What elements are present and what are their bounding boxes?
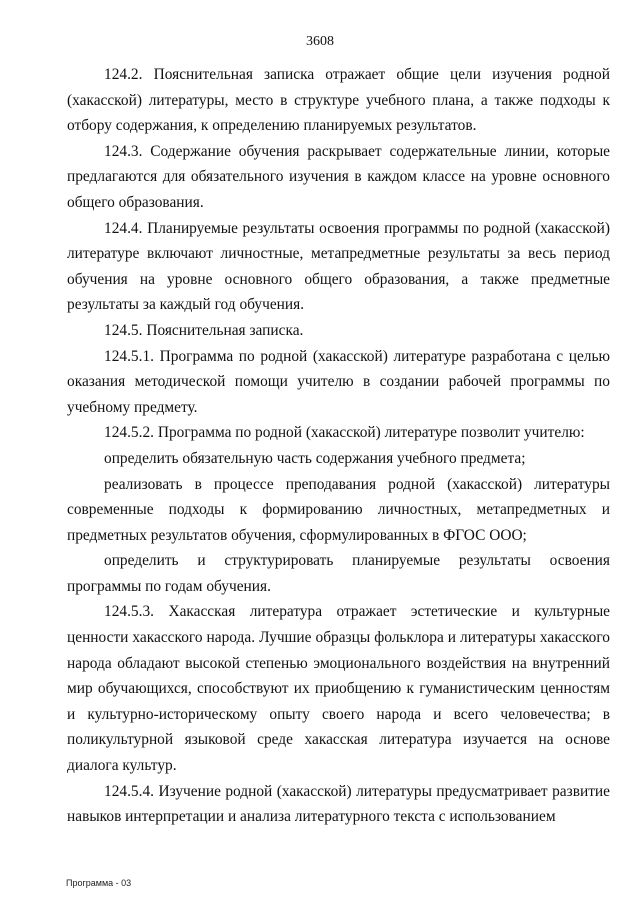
paragraph-124-4: 124.4. Планируемые результаты освоения программы по родной (хакасской) литературе включают личностные, метапредметные результаты за весь период обучения на уровне основного общего образования, а также предметные результаты за каждый год обучения. — [67, 219, 610, 314]
paragraph-124-5-4: 124.5.4. Изучение родной (хакасской) литературы предусматривает развитие навыков интерпретации и анализа литературного текста с использованием — [67, 782, 610, 826]
paragraph-124-3: 124.3. Содержание обучения раскрывает содержательные линии, которые предлагаются для обязательного изучения в каждом классе на уровне основного общего образования. — [67, 142, 610, 211]
footer-label: Программа - 03 — [66, 878, 132, 888]
list-item-define: определить обязательную часть содержания учебного предмета; — [104, 449, 526, 467]
paragraph-124-5-2: 124.5.2. Программа по родной (хакасской) литературе позволит учителю: — [104, 424, 585, 442]
list-item-implement: реализовать в процессе преподавания родной (хакасской) литературы современные подходы к формированию личностных, метапредметных и предметных результатов обучения, сформулированных в ФГОС ООО; — [67, 475, 610, 544]
paragraph-124-5-1: 124.5.1. Программа по родной (хакасской) литературе разработана с целью оказания методической помощи учителю в создании рабочей программы по учебному предмету. — [67, 347, 610, 416]
list-item-structure: определить и структурировать планируемые результаты освоения программы по годам обучения. — [67, 552, 610, 595]
paragraph-124-5: 124.5. Пояснительная записка. — [104, 321, 304, 339]
page-number: 3608 — [306, 34, 334, 49]
paragraph-124-2: 124.2. Пояснительная записка отражает общие цели изучения родной (хакасской) литературы, место в структуре учебного плана, а также подходы к отбору содержания, к определению планируемых результатов. — [67, 66, 610, 135]
document-body — [67, 62, 610, 830]
paragraph-124-5-3: 124.5.3. Хакасская литература отражает эстетические и культурные ценности хакасского народа. Лучшие образцы фольклора и литературы хакасского народа обладают высокой степенью эмоционального воздействия на внутренний мир обучающихся, способствуют их приобщению к гуманистическим ценностям и культурно-историческому опыту своего народа и всего человечества; в поликультурной языковой среде хакасская литература изучается на основе диалога культур. — [67, 603, 610, 775]
